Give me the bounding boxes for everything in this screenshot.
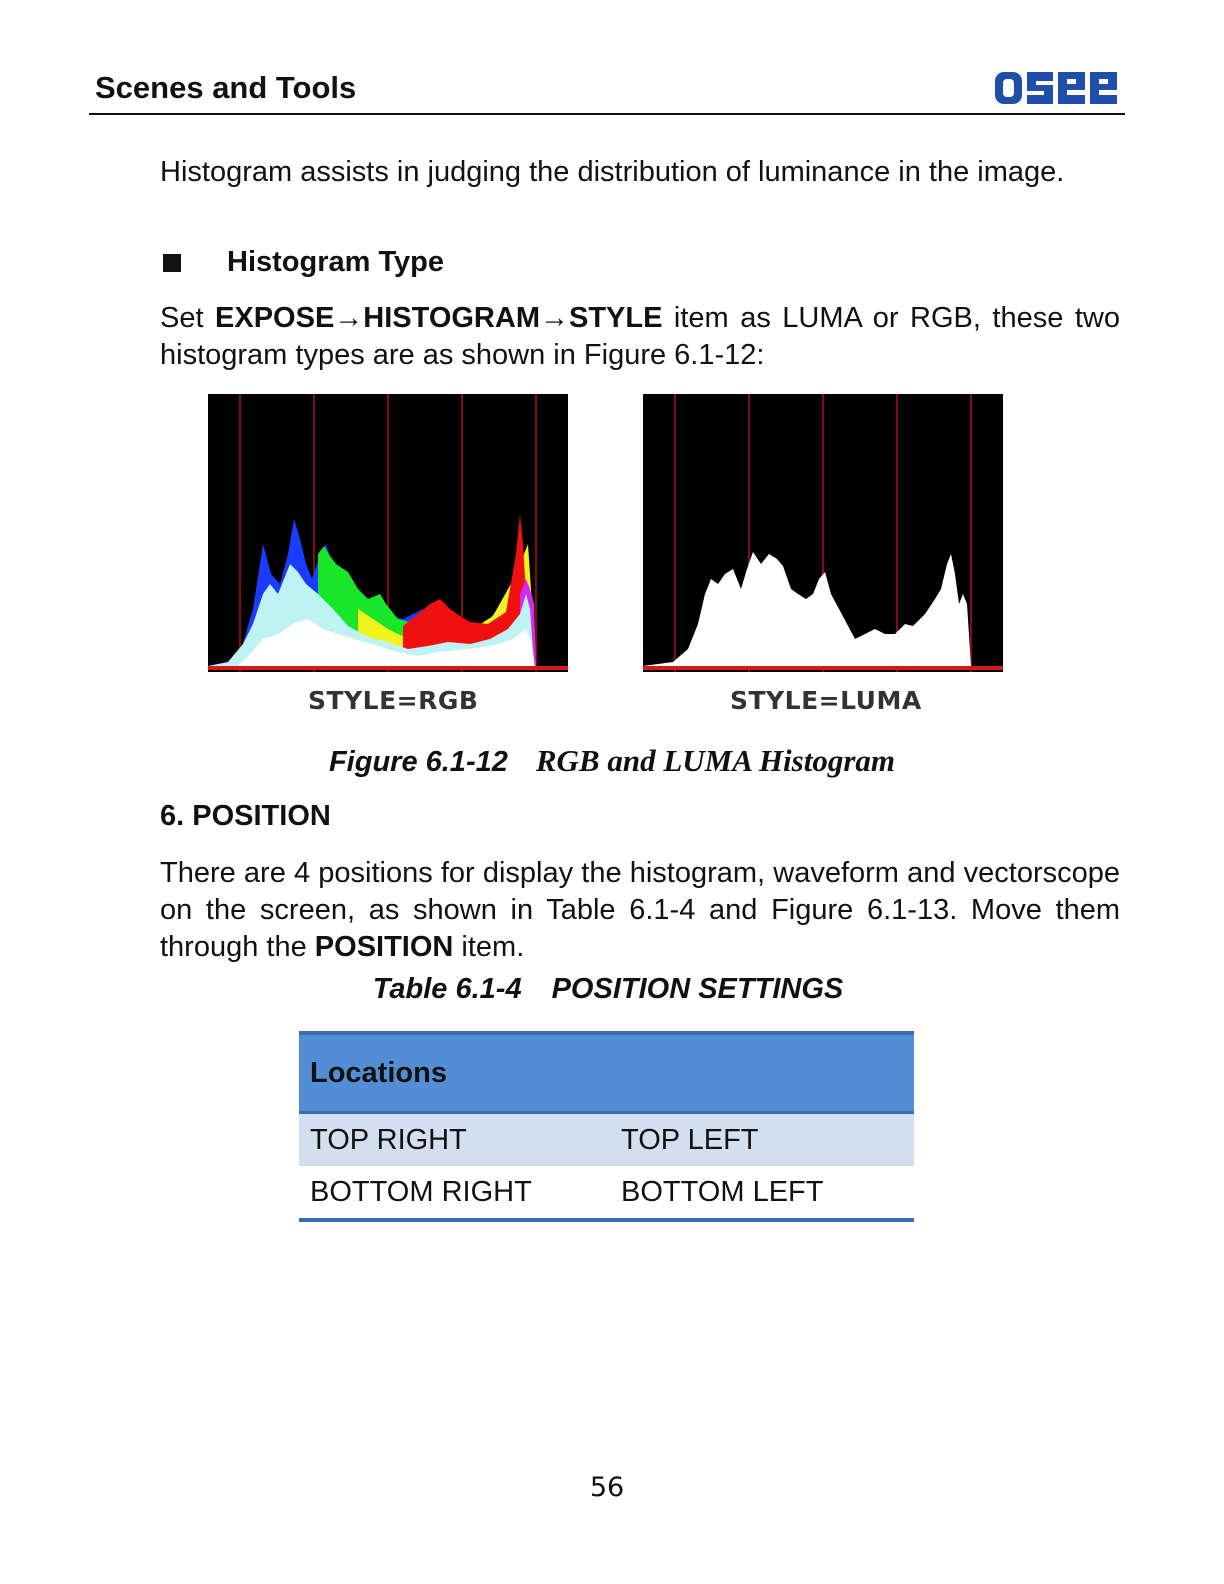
- page-header-title: Scenes and Tools: [95, 70, 357, 105]
- rgb-style-label: STYLE=RGB: [308, 686, 479, 715]
- position-item-name: POSITION: [314, 931, 454, 963]
- style-para-line2: two histogram types are as shown in Figure 6.1-12:: [160, 302, 1121, 371]
- luma-style-label: STYLE=LUMA: [730, 686, 922, 715]
- position-para-line2: vectorscope on the screen, as shown in Table 6.1-4 and Figure: [160, 857, 1120, 926]
- position-paragraph: [160, 855, 1120, 966]
- position-section-heading: 6. POSITION: [160, 800, 331, 832]
- osee-logo: [994, 68, 1122, 108]
- table-header-row: [299, 1033, 914, 1113]
- menu-path: EXPOSE→HISTOGRAM→STYLE: [215, 302, 663, 334]
- intro-paragraph: [160, 154, 1120, 191]
- position-para-line3-start: 6.1-13. Move them through the: [160, 894, 1120, 963]
- style-paragraph: [160, 300, 1120, 374]
- histogram-type-heading: Histogram Type: [227, 246, 445, 278]
- table-cell: TOP LEFT: [610, 1113, 914, 1167]
- luma-histogram-image: [643, 394, 1003, 672]
- position-settings-table: [299, 1031, 914, 1222]
- header-rule: [89, 113, 1125, 115]
- style-para-rest: item as LUMA or RGB, these: [662, 302, 1064, 334]
- figure-caption: [0, 743, 1224, 779]
- table-row: [299, 1113, 914, 1167]
- intro-text: Histogram assists in judging the distribution of luminance in the image.: [160, 156, 1065, 188]
- table-cell: TOP RIGHT: [299, 1113, 610, 1167]
- table-cell: BOTTOM LEFT: [610, 1166, 914, 1220]
- position-para-line3-end: item.: [453, 931, 525, 963]
- table-header-locations: Locations: [299, 1033, 914, 1113]
- page-number: 56: [589, 1472, 625, 1503]
- table-row: [299, 1166, 914, 1220]
- square-bullet-icon: [163, 254, 181, 272]
- table-title: POSITION SETTINGS: [551, 973, 844, 1005]
- figure-title: RGB and LUMA Histogram: [535, 743, 896, 778]
- style-para-prefix: Set: [160, 302, 216, 334]
- position-para-line1: There are 4 positions for display the histogram, waveform and: [160, 857, 956, 889]
- table-cell: BOTTOM RIGHT: [299, 1166, 610, 1220]
- table-number: Table 6.1-4: [372, 973, 522, 1005]
- table-caption: [0, 973, 1216, 1006]
- figure-number: Figure 6.1-12: [328, 746, 508, 778]
- rgb-histogram-image: [208, 394, 568, 672]
